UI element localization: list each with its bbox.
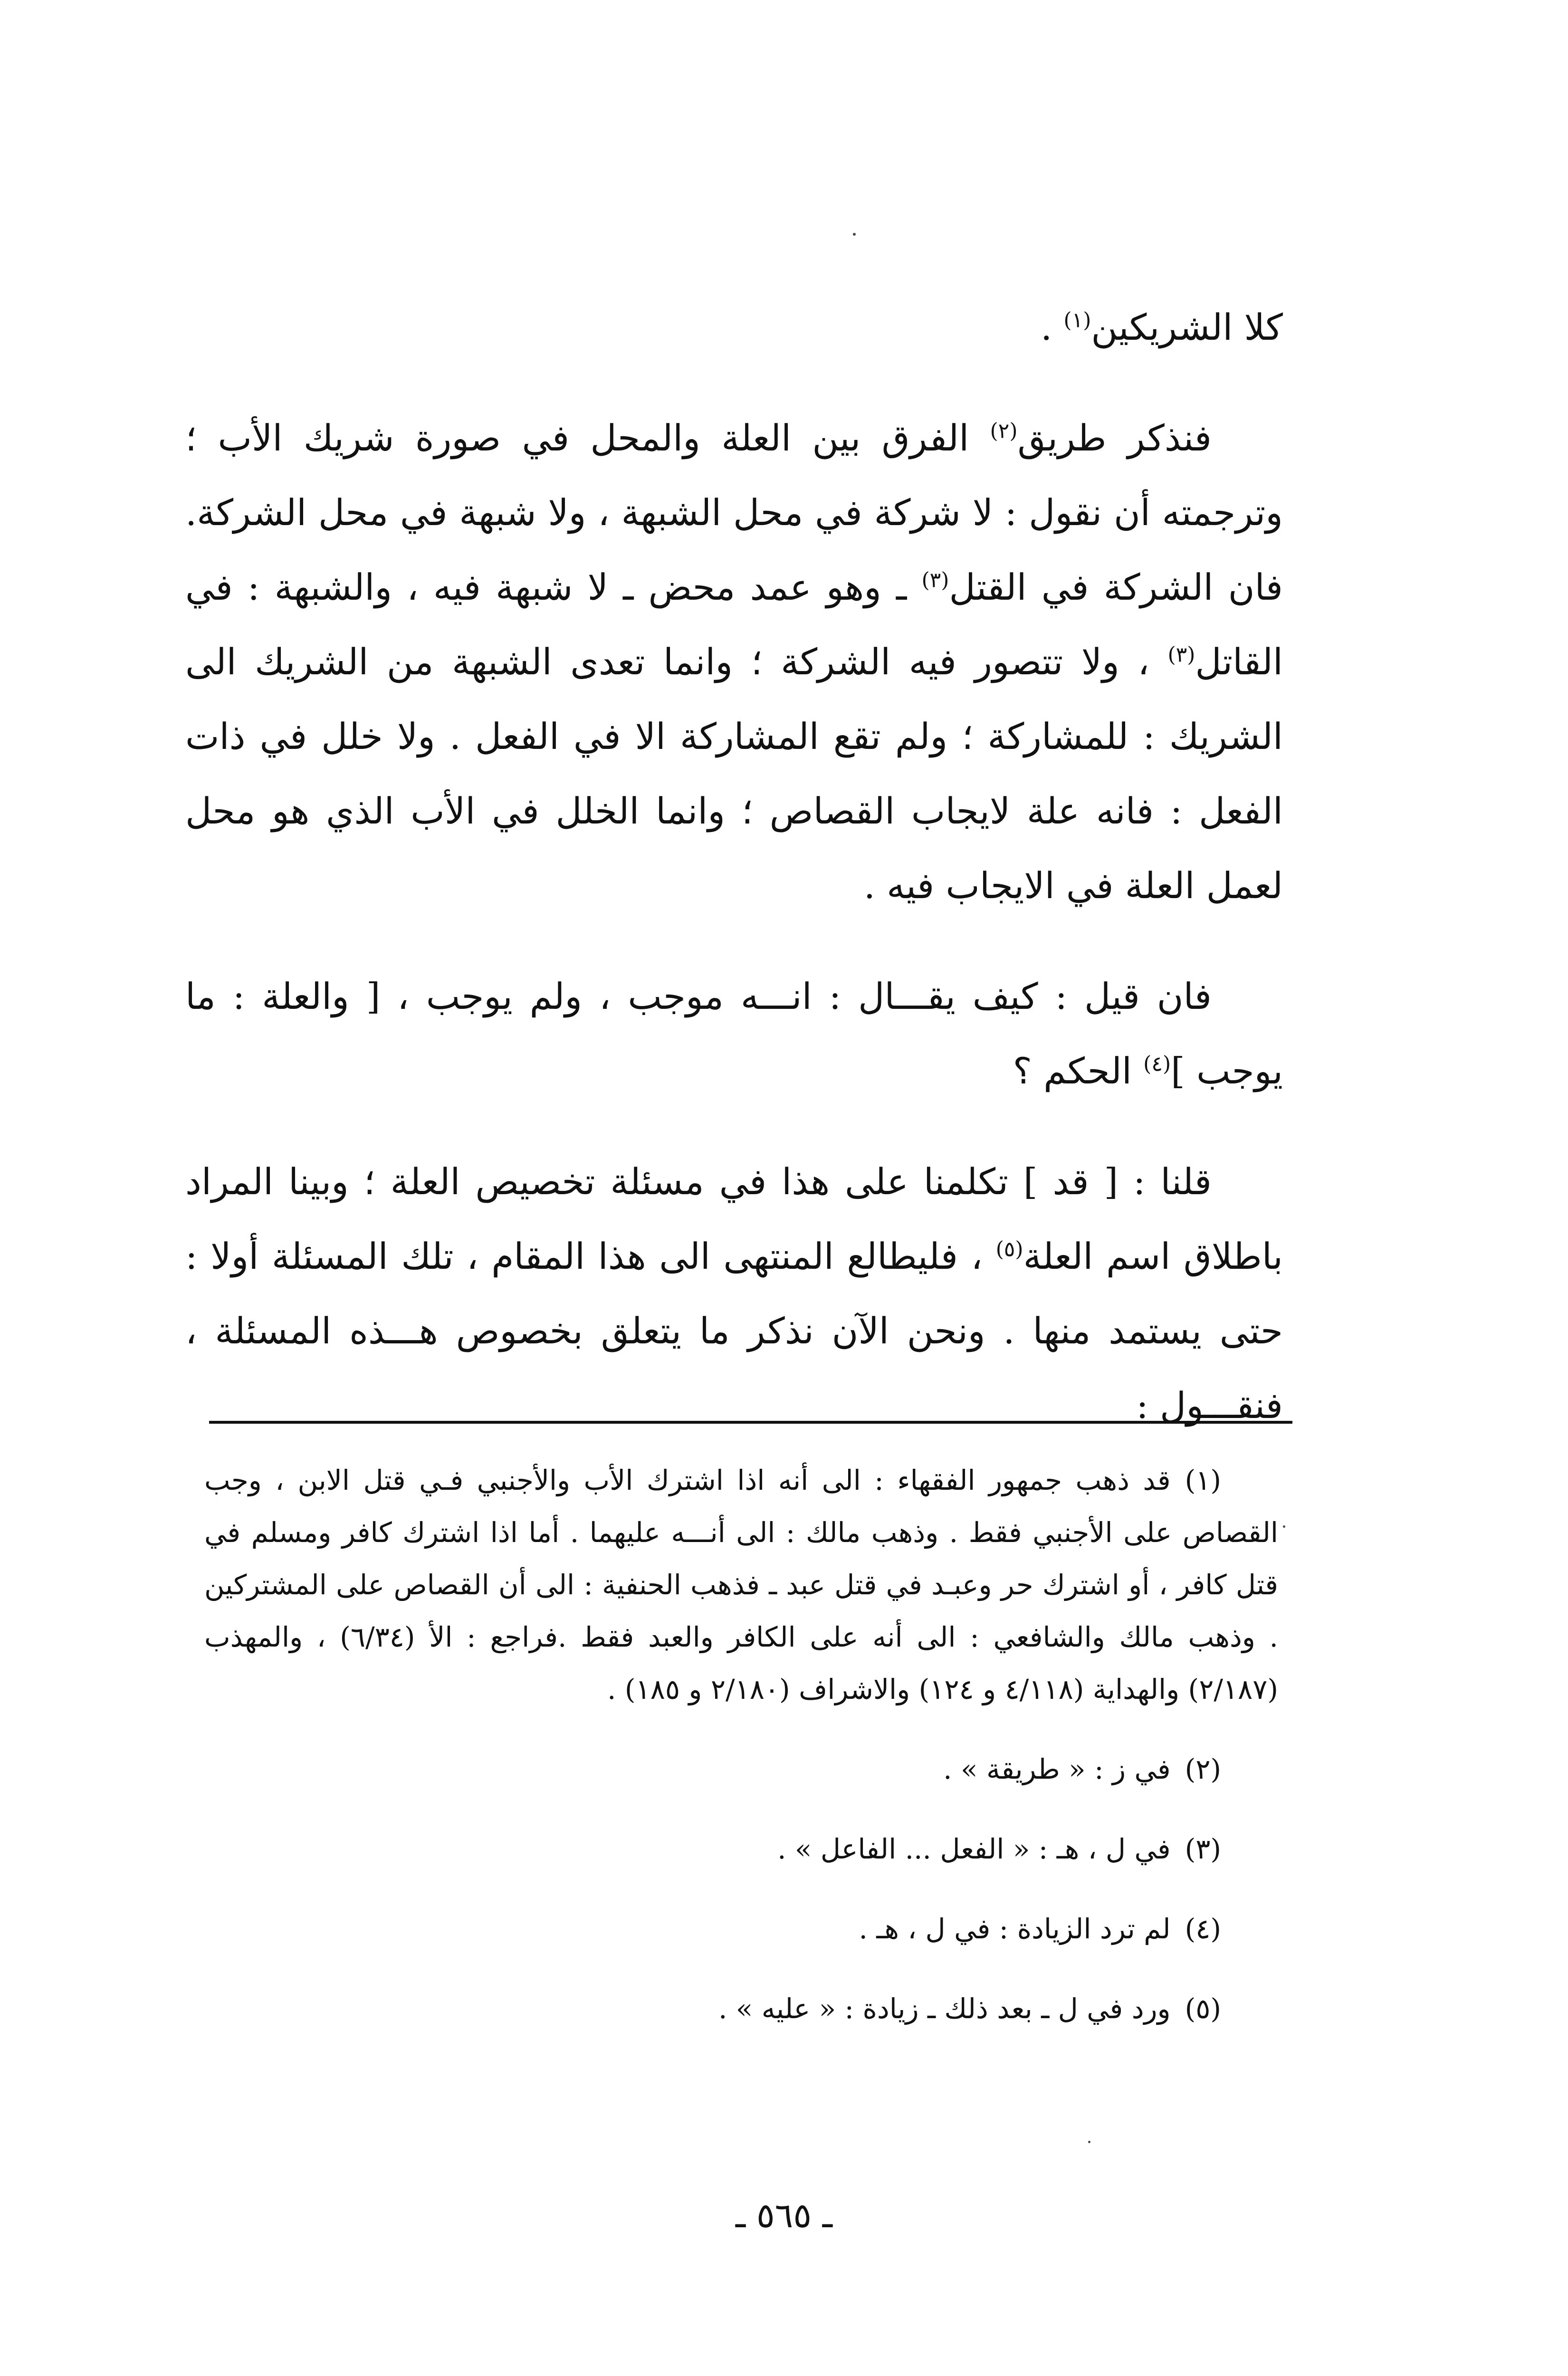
paragraph-2-part-c: ـ وهو عمد محض ـ لا شبهة فيه ، والشبهة : في القاتل [185,566,1283,683]
scan-speck [1283,1525,1285,1528]
footnote-1-number: (١) [1185,1464,1221,1496]
footnote-3 [204,1823,1278,1875]
footnote-ref-1: (١) [1063,308,1091,333]
paragraph-2 [185,401,1283,923]
paragraph-2-part-b: الفرق بين العلة والمحل في صورة شريك الأب ؛ وترجمته أن نقول : لا شركة في محل الشبهة ، ولا شبهة في محل الشركة. فان الشركة في القتل [185,417,1283,608]
paragraph-4-part-b: ، فليطالع المنتهى الى هذا المقام ، تلك المسئلة أولا : حتى يستمد منها . ونحن الآن نذكر ما يتعلق بخصوص هـــذه المسئلة ، فنقـــول : [185,1235,1283,1427]
paragraph-2-part-d: ، ولا تتصور فيه الشركة ؛ وانما تعدى الشبهة من الشريك الى الشريك : للمشاركة ؛ ولم تقع المشاركة الا في الفعل . ولا خلل في ذات الفعل : فانه علة لايجاب القصاص ؛ وانما الخلل في الأب الذي هو محل لعمل العلة في الايجاب فيه . [185,641,1283,907]
footnote-ref-5: (٥) [995,1237,1023,1262]
paragraph-2-part-a: فنذكر طريق [1017,417,1212,459]
footnote-ref-4: (٤) [1143,1052,1171,1076]
footnotes [204,1454,1278,2035]
footnote-ref-2: (٢) [990,419,1018,443]
paragraph-3-part-a: فان قيل : كيف يقـــال : انـــه موجب ، ولم يوجب ، [ والعلة : ما يوجب ] [185,975,1283,1092]
footnote-1-text: قد ذهب جمهور الفقهاء : الى أنه اذا اشترك الأب والأجنبي فـي قتل الابن ، وجب القصاص على الأجنبي فقط . وذهب مالك : الى أنـــه عليهما . أما اذا اشترك كافر ومسلم في قتل كافر ، أو اشترك حر وعبـد في قتل عبد ـ فذهب الحنفية : الى أن القصاص على المشتركين . وذهب مالك والشافعي : الى أنه على الكافر والعبد فقط .فراجع : الأ (٦/٣٤) ، والمهذب (٢/١٨٧) والهداية (٤/١١٨ و ١٢٤) والاشراف (٢/١٨٠ و ١٨٥) . [204,1464,1278,1705]
paragraph-1 [185,290,1283,364]
footnote-2 [204,1743,1278,1795]
paragraph-1-tail: . [1041,306,1064,348]
footnote-5 [204,1983,1278,2035]
footnote-ref-3a: (٣) [921,568,949,593]
paragraph-3-part-b: الحكم ؟ [1013,1050,1144,1092]
footnote-5-number: (٥) [1185,1993,1221,2025]
footnote-4-text: لم ترد الزيادة : في ل ، هـ . [859,1913,1171,1945]
footnote-ref-3b: (٣) [1167,642,1195,667]
footnote-4 [204,1903,1278,1955]
page-number: ـ ٥٦٥ ـ [736,2195,832,2235]
main-text [185,290,1283,1451]
footnote-4-number: (٤) [1185,1913,1221,1945]
footnote-2-number: (٢) [1185,1753,1221,1785]
footnote-3-text: في ل ، هـ : « الفعل ... الفاعل » . [777,1833,1171,1865]
footnote-3-number: (٣) [1185,1833,1221,1865]
paragraph-1-text: كلا الشريكين [1091,306,1283,348]
paragraph-4 [185,1144,1283,1443]
footnote-2-text: في ز : « طريقة » . [943,1753,1171,1785]
footnote-divider [209,1421,1292,1424]
scan-speck [1088,2141,1090,2143]
footnote-5-text: ورد في ل ـ بعد ذلك ـ زيادة : « عليه » . [718,1993,1171,2025]
footnote-1 [204,1454,1278,1715]
paragraph-4-part-a: قلنا : [ قد ] تكلمنا على هذا في مسئلة تخصيص العلة ؛ وبينا المراد باطلاق اسم العلة [185,1160,1283,1277]
scan-speck [853,233,856,236]
paragraph-3 [185,959,1283,1108]
